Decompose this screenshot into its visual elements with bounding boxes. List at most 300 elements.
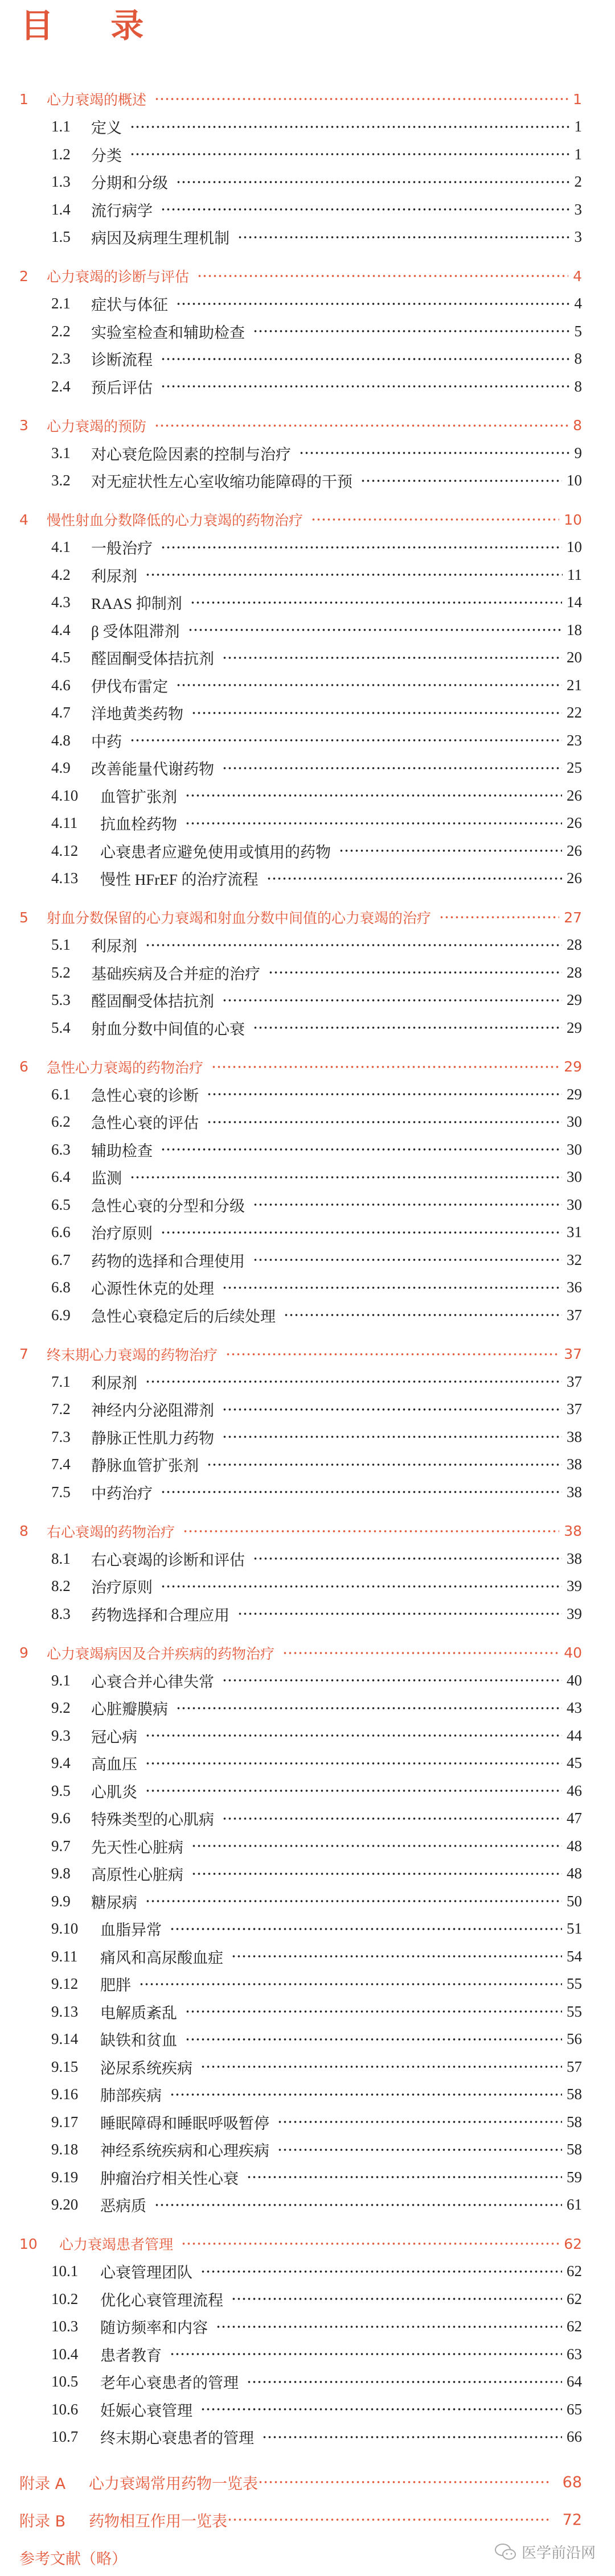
toc-entry[interactable]	[0, 224, 615, 252]
entry-number: 6.1	[51, 1085, 71, 1103]
dot-leader	[185, 794, 562, 797]
page-number: 23	[567, 731, 582, 749]
page-number: 18	[567, 621, 582, 638]
dot-leader	[130, 739, 562, 742]
entry-title: 缺铁和贫血	[100, 2032, 177, 2050]
dot-leader	[154, 97, 568, 101]
dot-leader	[266, 877, 562, 880]
dot-leader	[237, 1612, 562, 1615]
dot-leader	[200, 2408, 562, 2411]
toc-chapter[interactable]	[0, 2230, 615, 2258]
entry-title: 血脂异常	[100, 1922, 162, 1939]
entry-number: 6.2	[51, 1113, 71, 1131]
dot-leader	[253, 329, 569, 333]
dot-leader	[222, 1408, 562, 1411]
toc-entry[interactable]	[0, 561, 615, 589]
toc-entry[interactable]	[0, 373, 615, 401]
table-of-contents	[0, 85, 615, 2576]
dot-leader	[282, 1651, 559, 1655]
dot-leader	[154, 424, 568, 427]
entry-title: 分期和分级	[91, 175, 168, 192]
toc-entry[interactable]	[0, 113, 615, 141]
page-number: 29	[567, 991, 582, 1009]
entry-title: 分类	[91, 147, 122, 164]
entry-title: 病因及病理生理机制	[91, 230, 229, 248]
entry-number: 9.6	[51, 1810, 71, 1827]
toc-entry[interactable]	[0, 1301, 615, 1329]
page-number: 1	[574, 145, 582, 163]
dot-leader	[226, 1353, 559, 1356]
toc-entry[interactable]	[0, 1573, 615, 1601]
dot-leader	[191, 1844, 562, 1848]
entry-number: 4.1	[51, 538, 71, 556]
entry-number: 4.7	[51, 704, 71, 722]
toc-entry[interactable]	[0, 2053, 615, 2081]
entry-title: 监测	[91, 1170, 122, 1188]
dot-leader	[247, 2380, 562, 2384]
entry-title: 利尿剂	[91, 1374, 137, 1392]
page-number: 1	[573, 90, 582, 108]
dot-leader	[200, 2065, 562, 2068]
page-number: 47	[567, 1810, 582, 1827]
entry-number: 5.3	[51, 991, 71, 1009]
entry-title: 中药治疗	[91, 1485, 153, 1502]
appendix-label: 附录 B	[19, 2512, 66, 2530]
entry-title: 睡眠障碍和睡眠呼吸暂停	[100, 2115, 269, 2132]
toc-entry[interactable]	[0, 810, 615, 838]
toc-entry[interactable]	[0, 2191, 615, 2219]
page-number: 58	[567, 2085, 582, 2103]
page-number: 43	[567, 1699, 582, 1717]
page-number: 62	[567, 2318, 582, 2335]
dot-leader	[191, 711, 562, 715]
toc-entry[interactable]	[0, 1191, 615, 1219]
page-number: 44	[567, 1726, 582, 1744]
entry-number: 6.6	[51, 1223, 71, 1241]
toc-entry[interactable]	[0, 345, 615, 373]
toc-chapter[interactable]	[0, 1639, 615, 1667]
entry-number: 7.3	[51, 1428, 71, 1445]
entry-title: 高血压	[91, 1756, 137, 1774]
page-number: 56	[567, 2030, 582, 2048]
toc-entry[interactable]	[0, 2313, 615, 2341]
toc-chapter[interactable]	[0, 85, 615, 113]
toc-entry[interactable]	[0, 534, 615, 562]
entry-number: 10.7	[51, 2428, 79, 2446]
entry-title: 心力衰竭的诊断与评估	[47, 269, 190, 286]
entry-title: 预后评估	[91, 379, 153, 397]
page-number: 25	[567, 759, 582, 777]
page-number: 9	[574, 444, 582, 461]
toc-entry[interactable]	[0, 2163, 615, 2191]
dot-leader	[170, 1927, 562, 1931]
dot-leader	[191, 1872, 562, 1876]
dot-leader	[145, 573, 563, 576]
toc-entry[interactable]	[0, 1423, 615, 1451]
toc-entry[interactable]	[0, 168, 615, 196]
page-number: 37	[567, 1400, 582, 1418]
page-number: 37	[567, 1373, 582, 1390]
toc-entry[interactable]	[0, 837, 615, 865]
entry-title: 急性心力衰竭的药物治疗	[47, 1059, 204, 1076]
toc-entry[interactable]	[0, 616, 615, 644]
toc-entry[interactable]	[0, 1750, 615, 1778]
page-number: 38	[567, 1483, 582, 1501]
entry-title: 辅助检查	[91, 1142, 153, 1160]
entry-title: 诊断流程	[91, 352, 153, 369]
page-number: 22	[567, 704, 582, 722]
toc-entry[interactable]	[0, 2368, 615, 2396]
toc-entry[interactable]	[0, 1246, 615, 1274]
dot-leader	[161, 1490, 562, 1494]
entry-title: 对心衰危险因素的控制与治疗	[91, 446, 291, 463]
entry-title: 心力衰竭的概述	[47, 92, 147, 109]
toc-entry[interactable]	[0, 1805, 615, 1833]
page-number: 57	[567, 2058, 582, 2075]
dot-leader	[185, 2038, 562, 2041]
page-number: 58	[567, 2113, 582, 2130]
dot-leader	[181, 2242, 559, 2245]
dot-leader	[176, 302, 569, 306]
dot-leader	[145, 1380, 562, 1383]
toc-entry[interactable]	[0, 2026, 615, 2054]
entry-number: 3	[19, 417, 28, 434]
page-number: 21	[567, 676, 582, 694]
entry-number: 9.5	[51, 1782, 71, 1799]
page-number: 62	[567, 2262, 582, 2280]
toc-entry[interactable]	[0, 1396, 615, 1424]
entry-number: 10.6	[51, 2400, 79, 2418]
dot-leader	[222, 1679, 562, 1682]
entry-number: 6.8	[51, 1279, 71, 1296]
entry-number: 9.17	[51, 2113, 79, 2130]
entry-title: 射血分数保留的心力衰竭和射血分数中间值的心力衰竭的治疗	[47, 910, 432, 927]
entry-number: 1.5	[51, 228, 71, 246]
page-number: 14	[567, 593, 582, 611]
toc-entry[interactable]	[0, 589, 615, 617]
dot-leader	[222, 1435, 562, 1439]
toc-entry[interactable]	[0, 2396, 615, 2423]
toc-entry[interactable]	[0, 644, 615, 672]
toc-entry[interactable]	[0, 1777, 615, 1805]
entry-number: 9.19	[51, 2168, 79, 2186]
entry-number: 5	[19, 909, 28, 926]
page-number: 8	[574, 350, 582, 368]
entry-title: 醛固酮受体拮抗剂	[91, 993, 214, 1011]
dot-leader	[277, 2148, 562, 2152]
entry-number: 10.5	[51, 2373, 79, 2390]
toc-entry[interactable]	[0, 1695, 615, 1722]
toc-entry[interactable]	[0, 671, 615, 699]
dot-leader	[185, 822, 562, 825]
toc-entry[interactable]	[0, 2285, 615, 2313]
entry-number: 1.4	[51, 200, 71, 218]
entry-title: 心力衰竭患者管理	[59, 2236, 174, 2253]
entry-number: 6	[19, 1058, 28, 1075]
toc-chapter[interactable]	[0, 262, 615, 290]
page-number: 30	[567, 1140, 582, 1158]
toc-entry[interactable]	[0, 2136, 615, 2164]
dot-leader	[253, 1026, 562, 1029]
entry-number: 9.10	[51, 1920, 79, 1938]
page-number: 68	[562, 2473, 582, 2491]
page-number: 32	[567, 1251, 582, 1268]
page-number: 39	[567, 1605, 582, 1622]
page-number: 40	[564, 1644, 582, 1662]
dot-leader	[284, 1313, 562, 1317]
toc-entry[interactable]	[0, 782, 615, 810]
toc-entry[interactable]	[0, 1667, 615, 1695]
entry-title: 随访频率和内容	[100, 2319, 208, 2337]
toc-entry[interactable]	[0, 1014, 615, 1042]
toc-entry[interactable]	[0, 1219, 615, 1247]
dot-leader	[170, 2352, 562, 2356]
entry-number: 3.1	[51, 444, 71, 461]
toc-entry[interactable]	[0, 1081, 615, 1108]
entry-title: 神经内分泌阻滞剂	[91, 1402, 214, 1420]
toc-entry[interactable]	[0, 2258, 615, 2286]
toc-entry[interactable]	[0, 290, 615, 318]
entry-title: 特殊类型的心肌病	[91, 1811, 214, 1829]
entry-title: 肺部疾病	[100, 2087, 162, 2105]
toc-entry[interactable]	[0, 1971, 615, 1998]
entry-title: 恶病质	[100, 2198, 146, 2215]
toc-chapter[interactable]	[0, 412, 615, 440]
entry-title: 抗血栓药物	[100, 816, 177, 834]
entry-number: 10.1	[51, 2262, 79, 2280]
dot-leader	[130, 125, 569, 129]
toc-entry[interactable]	[0, 727, 615, 755]
dot-leader	[176, 1707, 562, 1710]
dot-leader	[161, 357, 569, 361]
page-number: 26	[567, 869, 582, 887]
entry-number: 6.4	[51, 1168, 71, 1186]
page-number: 26	[567, 842, 582, 859]
entry-number: 7.5	[51, 1483, 71, 1501]
dot-leader	[222, 1286, 562, 1289]
entry-title: RAAS 抑制剂	[91, 595, 182, 613]
toc-entry[interactable]	[0, 1998, 615, 2026]
toc-entry[interactable]	[0, 1722, 615, 1750]
dot-leader	[145, 943, 562, 947]
entry-title: 基础疾病及合并症的治疗	[91, 965, 260, 983]
toc-entry[interactable]	[0, 1832, 615, 1860]
page-number: 26	[567, 814, 582, 832]
entry-number: 4.5	[51, 649, 71, 666]
page-number: 59	[567, 2168, 582, 2186]
entry-number: 4.4	[51, 621, 71, 638]
page-number: 4	[573, 267, 582, 285]
entry-title: 定义	[91, 119, 122, 137]
page-number: 3	[574, 200, 582, 218]
entry-title: 肥胖	[100, 1977, 131, 1994]
entry-number: 9.2	[51, 1699, 71, 1717]
entry-title: 心力衰竭的预防	[47, 418, 147, 435]
appendix-title: 心力衰竭常用药物一览表	[89, 2475, 258, 2493]
toc-entry[interactable]	[0, 467, 615, 495]
entry-title: 右心衰竭的诊断和评估	[91, 1551, 245, 1569]
toc-entry[interactable]	[0, 1478, 615, 1506]
entry-number: 2.2	[51, 322, 71, 340]
toc-entry[interactable]	[0, 1860, 615, 1888]
toc-entry[interactable]	[0, 2423, 615, 2451]
entry-title: 改善能量代谢药物	[91, 761, 214, 778]
page-number: 28	[567, 936, 582, 954]
entry-title: 治疗原则	[91, 1579, 153, 1597]
wechat-icon	[494, 2542, 517, 2562]
toc-entry[interactable]	[0, 1545, 615, 1573]
entry-number: 7.4	[51, 1456, 71, 1473]
entry-title: 心衰患者应避免使用或慎用的药物	[100, 843, 331, 861]
page-number: 8	[574, 377, 582, 395]
dot-leader	[145, 1734, 562, 1737]
dot-leader	[222, 766, 562, 770]
entry-title: 中药	[91, 733, 122, 751]
dot-leader	[207, 1463, 562, 1466]
page-number: 26	[567, 786, 582, 804]
toc-entry[interactable]	[0, 1368, 615, 1396]
entry-title: 糖尿病	[91, 1894, 137, 1911]
toc-entry[interactable]	[0, 439, 615, 467]
dot-leader	[190, 601, 562, 604]
page-number: 62	[567, 2290, 582, 2307]
dot-leader	[161, 385, 569, 388]
dot-leader	[439, 916, 559, 919]
toc-entry[interactable]	[0, 318, 615, 345]
entry-number: 9.4	[51, 1754, 71, 1772]
entry-title: 药物选择和合理应用	[91, 1606, 229, 1624]
toc-entry[interactable]	[0, 1274, 615, 1302]
dot-leader	[258, 2480, 550, 2484]
entry-number: 1.1	[51, 118, 71, 135]
page-number: 30	[567, 1168, 582, 1186]
toc-entry[interactable]	[0, 1887, 615, 1915]
page-number: 5	[574, 322, 582, 340]
toc-entry[interactable]	[0, 987, 615, 1015]
entry-title: 一般治疗	[91, 540, 153, 558]
toc-entry[interactable]	[0, 1451, 615, 1479]
entry-number: 9.15	[51, 2058, 79, 2075]
entry-title: 急性心衰的评估	[91, 1115, 199, 1132]
entry-title: 心衰管理团队	[100, 2264, 192, 2282]
toc-chapter[interactable]	[0, 1341, 615, 1369]
dot-leader	[237, 236, 569, 239]
toc-appendix[interactable]	[0, 2463, 615, 2501]
entry-title: 利尿剂	[91, 938, 137, 955]
entry-number: 9.3	[51, 1726, 71, 1744]
page-number: 31	[567, 1223, 582, 1241]
toc-entry[interactable]	[0, 1600, 615, 1628]
page-number: 36	[567, 1279, 582, 1296]
toc-entry[interactable]	[0, 1943, 615, 1971]
entry-title: 急性心衰的分型和分级	[91, 1197, 245, 1215]
entry-number: 2.3	[51, 350, 71, 368]
entry-number: 4.6	[51, 676, 71, 694]
entry-number: 4.12	[51, 842, 79, 859]
toc-entry[interactable]	[0, 196, 615, 224]
page-number: 38	[567, 1456, 582, 1473]
page-number: 20	[567, 649, 582, 666]
toc-appendix[interactable]	[0, 2501, 615, 2538]
toc-entry[interactable]	[0, 141, 615, 168]
references-label: 参考文献（略）	[19, 2550, 127, 2568]
toc-entry[interactable]	[0, 2081, 615, 2109]
dot-leader	[145, 1762, 562, 1765]
toc-entry[interactable]	[0, 865, 615, 893]
dot-leader	[222, 656, 562, 660]
page-number: 30	[567, 1196, 582, 1213]
toc-entry[interactable]	[0, 1915, 615, 1943]
entry-number: 5.1	[51, 936, 71, 954]
page-number: 38	[567, 1428, 582, 1445]
toc-chapter[interactable]	[0, 1053, 615, 1081]
entry-title: 洋地黄类药物	[91, 706, 183, 723]
entry-number: 8.1	[51, 1549, 71, 1567]
entry-title: 痛风和高尿酸血症	[100, 1949, 223, 1967]
entry-title: 终末期心力衰竭的药物治疗	[47, 1346, 218, 1363]
toc-entry[interactable]	[0, 755, 615, 782]
page-number: 10	[567, 538, 582, 556]
toc-entry[interactable]	[0, 959, 615, 987]
page-number: 1	[574, 118, 582, 135]
entry-number: 9.8	[51, 1865, 71, 1882]
toc-entry[interactable]	[0, 2108, 615, 2136]
dot-leader	[222, 1817, 562, 1820]
dot-leader	[183, 1530, 559, 1533]
entry-number: 8.3	[51, 1605, 71, 1622]
dot-leader	[277, 2120, 562, 2124]
toc-entry[interactable]	[0, 1164, 615, 1192]
page-number: 38	[564, 1523, 582, 1540]
entry-title: 对无症状性左心室收缩功能障碍的干预	[91, 473, 352, 491]
toc-chapter[interactable]	[0, 904, 615, 932]
dot-leader	[311, 518, 559, 521]
page-number: 4	[574, 295, 582, 312]
entry-number: 4.2	[51, 566, 71, 583]
toc-entry[interactable]	[0, 932, 615, 959]
entry-title: β 受体阻滞剂	[91, 623, 180, 640]
entry-number: 9.16	[51, 2085, 79, 2103]
entry-title: 慢性射血分数降低的心力衰竭的药物治疗	[47, 512, 304, 529]
entry-title: 泌尿系统疾病	[100, 2059, 192, 2077]
dot-leader	[176, 683, 562, 687]
dot-leader	[262, 2435, 562, 2439]
entry-title: 优化心衰管理流程	[100, 2291, 223, 2309]
toc-entry[interactable]	[0, 1136, 615, 1164]
page-number: 27	[564, 909, 582, 926]
entry-number: 10.4	[51, 2345, 79, 2363]
dot-leader	[222, 999, 562, 1002]
toc-entry[interactable]	[0, 2340, 615, 2368]
dot-leader	[176, 180, 569, 184]
page-number: 2	[574, 173, 582, 191]
toc-entry[interactable]	[0, 699, 615, 727]
dot-leader	[253, 1203, 562, 1206]
dot-leader	[299, 451, 569, 455]
toc-entry[interactable]	[0, 1108, 615, 1136]
entry-number: 4.3	[51, 593, 71, 611]
page-number: 3	[574, 228, 582, 246]
toc-chapter[interactable]	[0, 1518, 615, 1545]
page-number: 45	[567, 1754, 582, 1772]
page-number: 37	[564, 1346, 582, 1363]
entry-number: 2	[19, 267, 28, 285]
toc-chapter[interactable]	[0, 506, 615, 534]
entry-number: 3.2	[51, 472, 71, 489]
entry-title: 心衰合并心律失常	[91, 1673, 214, 1691]
page-number: 30	[567, 1113, 582, 1131]
page-number: 55	[567, 1975, 582, 1993]
